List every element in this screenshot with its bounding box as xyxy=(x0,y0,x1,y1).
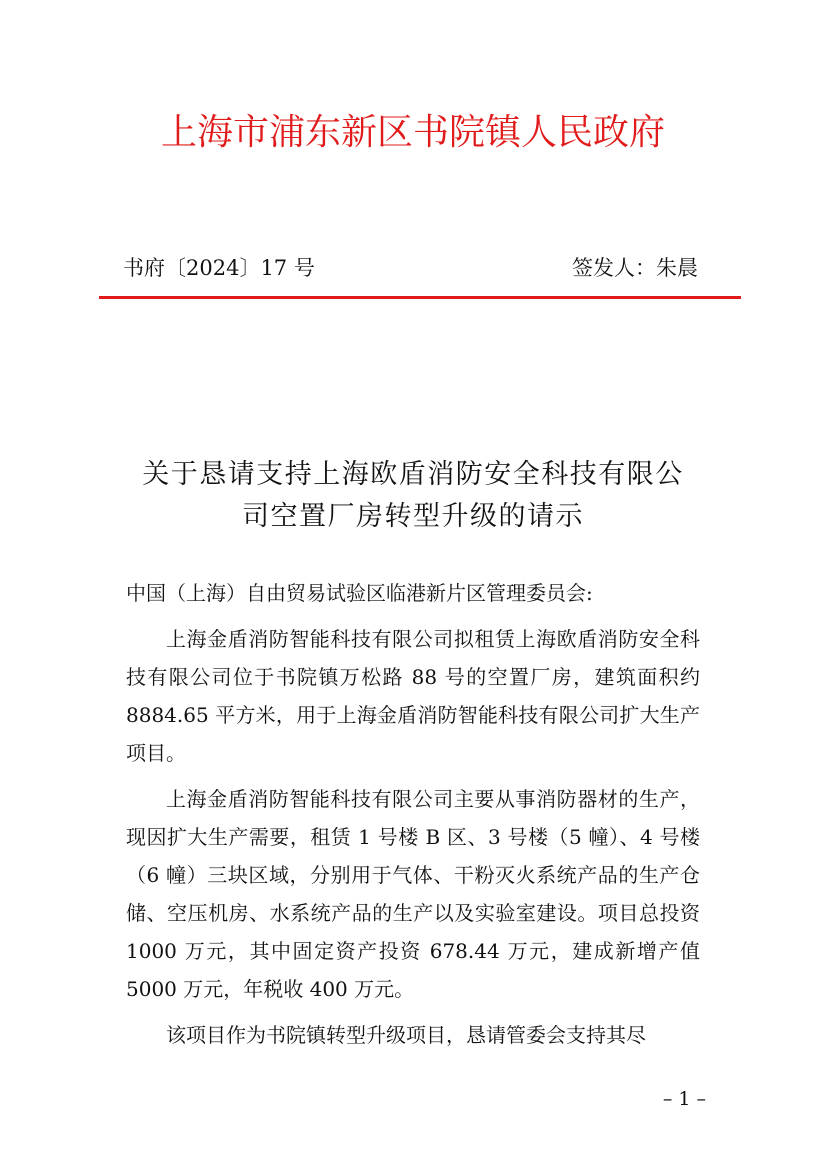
issuer-title: 上海市浦东新区书院镇人民政府 xyxy=(160,112,665,153)
body-paragraph: 上海金盾消防智能科技有限公司主要从事消防器材的生产，现因扩大生产需要，租赁 1 号楼 B 区、3 号楼（5 幢）、4 号楼（6 幢）三块区域，分别用于气体、干粉灭火系统产品的生产仓储、空压机房、水系统产品的生产以及实验室建设。项目总投资 1000 万元，其中固定资产投资 678.44 万元，建成新增产值 5000 万元，年税收 400 万元。 xyxy=(126,787,700,1001)
subject-title-line-2: 司空置厂房转型升级的请示 xyxy=(242,501,584,532)
red-divider xyxy=(99,296,741,299)
document-number: 书府〔2024〕17 号 xyxy=(123,256,315,280)
addressee: 中国（上海）自由贸易试验区临港新片区管理委员会: xyxy=(126,581,593,605)
document-body xyxy=(126,574,700,1054)
body-paragraph: 上海金盾消防智能科技有限公司拟租赁上海欧盾消防安全科技有限公司位于书院镇万松路 88 号的空置厂房，建筑面积约 8884.65 平方米，用于上海金盾消防智能科技有限公司扩大生产项目。 xyxy=(126,627,700,765)
subject-title-line-1: 关于恳请支持上海欧盾消防安全科技有限公 xyxy=(142,459,684,490)
body-paragraph: 该项目作为书院镇转型升级项目，恳请管委会支持其尽 xyxy=(166,1023,646,1047)
signer: 签发人：朱晨 xyxy=(572,256,698,280)
page-number: – 1 – xyxy=(662,1088,706,1110)
